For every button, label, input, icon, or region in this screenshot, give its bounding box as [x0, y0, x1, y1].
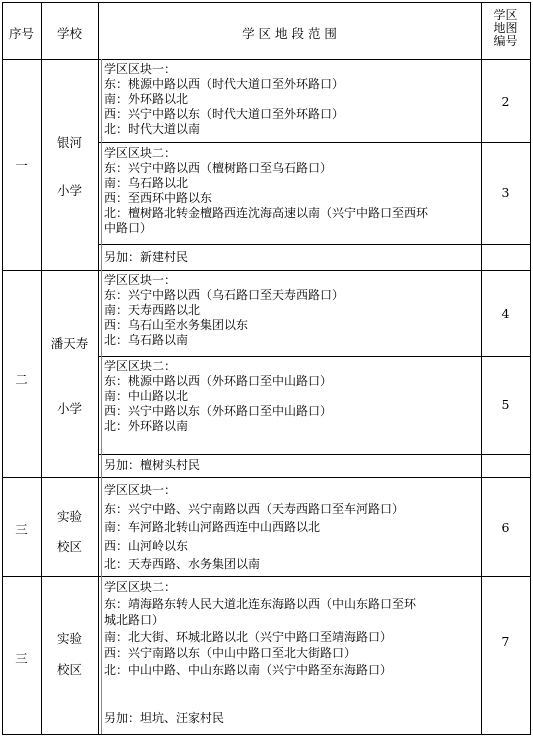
- inner-rule: [101, 59, 102, 270]
- col-divider-1: [41, 2, 42, 735]
- block-text: 学区区块二： 东：兴宁中路以西（檀树路口至乌石路口） 南：乌石路以北 西：至西环中路以东 北：檀树路北转金檀路西连沈海高速以南（兴宁中路口至西环 中路口）: [104, 146, 429, 235]
- row-number: 一: [15, 158, 28, 173]
- table-border-top: [2, 2, 531, 3]
- block-text: 学区区块一： 东：桃源中路以西（时代大道口至外环路口） 南：外环路以北 西：兴宁中路以东（时代大道口至外环路口） 北：时代大道以南: [104, 62, 345, 136]
- school-name: 校区: [56, 662, 82, 677]
- header-map-number: 学区 地图 编号: [493, 8, 518, 48]
- school-name: 校区: [56, 539, 82, 554]
- col-divider-3: [481, 2, 482, 735]
- block-text: 学区区块一： 东：兴宁中路、兴宁南路以西（天寿西路口至车河路口） 南：车河路北转山河路西连中山西路以北 西：山河岭以东 北：天寿西路、水务集团以南: [104, 483, 405, 571]
- inner-rule: [101, 270, 102, 477]
- school-name: 银河: [56, 135, 82, 150]
- block-text: 学区区块二： 东：桃源中路以西（外环路口至中山路口） 南：中山路以北 西：兴宁中路以东（外环路口至中山路口） 北：外环路以南: [104, 359, 333, 433]
- inner-rule: [101, 477, 102, 576]
- row-separator-2: [2, 477, 531, 478]
- map-number: 4: [501, 306, 510, 321]
- map-number: 3: [501, 185, 510, 200]
- block-text: 学区区块二： 东：靖海路东转人民大道北连东海路以西（中山东路口至环 城北路口） 南：北大街、环城北路以北（兴宁中路口至靖海路口） 西：兴宁南路以东（中山中路口至北大街路口） 北：中山中路、中山东路以南（兴宁中路至东海路口）: [104, 580, 417, 677]
- header-range: 学 区 地 段 范 围: [242, 26, 337, 41]
- row-number: 三: [15, 651, 28, 666]
- row-separator-1: [2, 270, 531, 271]
- block-separator: [98, 244, 531, 245]
- table-border-right: [530, 2, 531, 735]
- header-bottom-line: [2, 59, 531, 60]
- table-border-left: [2, 2, 3, 735]
- extra-residents: 另加：坦坑、汪家村民: [104, 711, 225, 725]
- header-school: 学校: [56, 26, 82, 41]
- table-border-bottom: [2, 734, 531, 735]
- col-divider-2: [98, 2, 99, 735]
- block-separator: [98, 356, 531, 357]
- row-number: 二: [15, 372, 28, 387]
- school-name: 潘天寿: [50, 336, 89, 351]
- map-number: 5: [501, 397, 510, 412]
- school-name: 实验: [56, 509, 82, 524]
- school-name: 小学: [56, 401, 82, 416]
- block-separator: [98, 142, 531, 143]
- school-name: 小学: [56, 183, 82, 198]
- map-number: 6: [501, 520, 510, 535]
- header-no: 序号: [8, 26, 34, 41]
- map-number: 2: [501, 94, 510, 109]
- extra-residents: 另加：檀树头村民: [104, 458, 201, 472]
- map-number: 7: [501, 634, 510, 649]
- row-number: 三: [15, 522, 28, 537]
- block-text: 学区区块一： 东：兴宁中路以西（乌石路口至天寿西路口） 南：天寿西路以北 西：乌石山至水务集团以东 北：乌石路以南: [104, 273, 345, 347]
- inner-rule: [101, 576, 102, 734]
- row-separator-3: [2, 576, 531, 577]
- block-separator: [98, 454, 531, 455]
- school-name: 实验: [56, 631, 82, 646]
- extra-residents: 另加：新建村民: [104, 250, 189, 264]
